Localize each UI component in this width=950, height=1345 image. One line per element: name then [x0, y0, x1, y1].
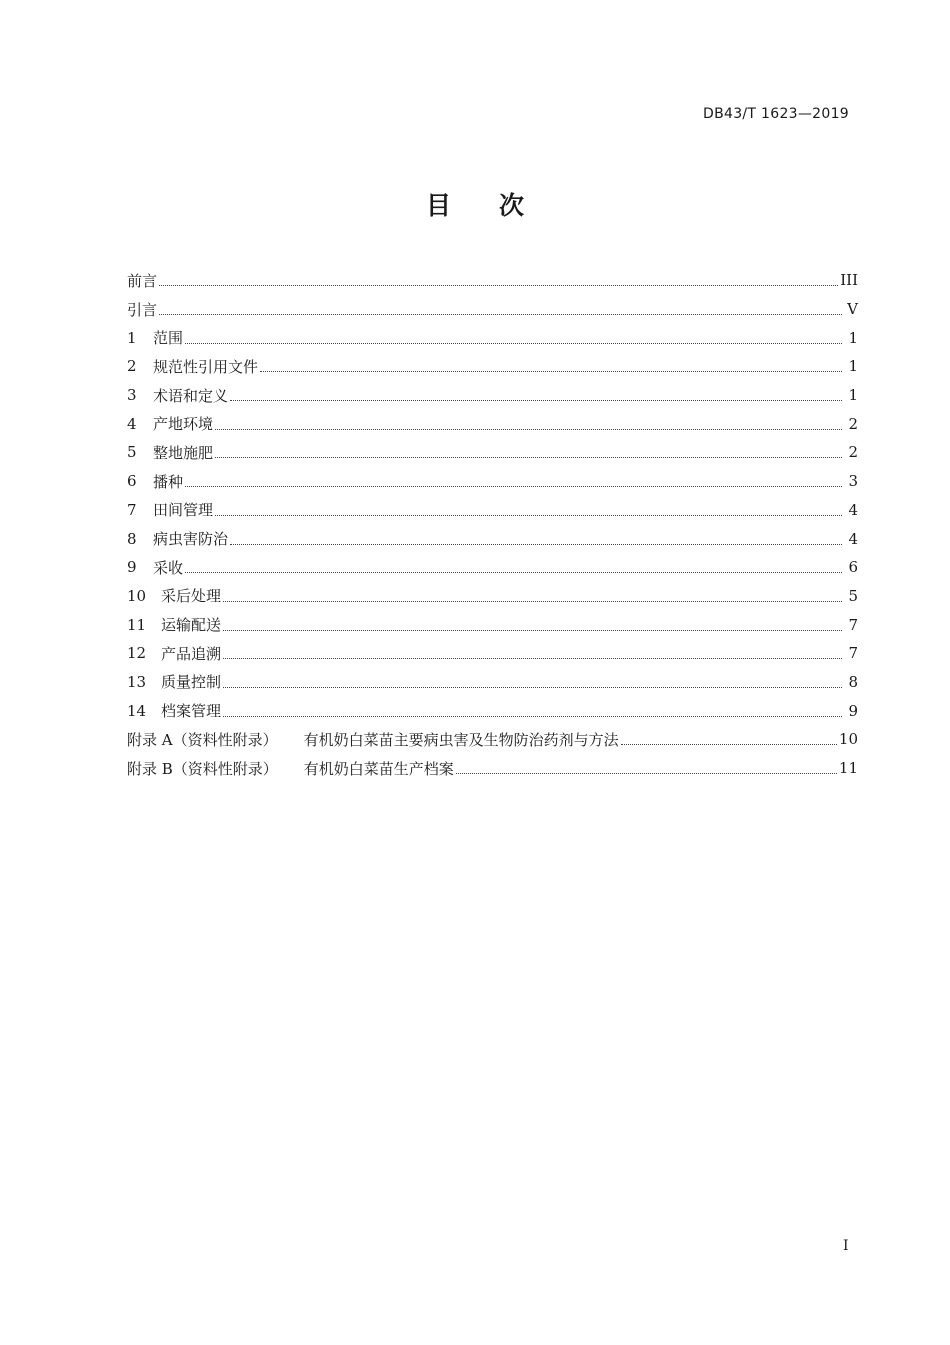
toc-entry-number: 5: [127, 443, 137, 462]
toc-leader-dots: [215, 456, 842, 458]
toc-entry-page: 2: [848, 443, 858, 462]
toc-entry-introduction[interactable]: [127, 295, 858, 324]
toc-leader-dots: [185, 485, 842, 487]
toc-entry-appendix-a[interactable]: [127, 725, 858, 754]
toc-entry-page: V: [847, 300, 858, 319]
toc-entry-label: 产地环境: [153, 415, 214, 434]
toc-entry-number: 6: [127, 472, 137, 491]
toc-entry-page: 7: [848, 615, 858, 634]
toc-entry-label: 前言: [127, 271, 158, 290]
toc-entry-label: 有机奶白菜苗主要病虫害及生物防治药剂与方法: [303, 730, 619, 749]
toc-entry-7[interactable]: [127, 496, 858, 525]
toc-entry-page: 3: [848, 472, 858, 491]
toc-entry-label: 整地施肥: [153, 443, 214, 462]
toc-entry-number: 11: [127, 615, 147, 634]
toc-leader-dots: [260, 370, 842, 372]
toc-leader-dots: [230, 543, 842, 545]
toc-entry-number: 1: [127, 328, 137, 347]
toc-entry-label: 引言: [127, 300, 158, 319]
toc-entry-label: 质量控制: [161, 673, 222, 692]
toc-entry-number: 附录 B（资料性附录）: [127, 759, 278, 778]
toc-entry-foreword[interactable]: [127, 266, 858, 295]
toc-leader-dots: [215, 514, 842, 516]
toc-entry-page: 4: [848, 529, 858, 548]
toc-entry-8[interactable]: [127, 524, 858, 553]
toc-entry-number: 4: [127, 414, 137, 433]
toc-entry-label: 产品追溯: [161, 644, 222, 663]
toc-entry-9[interactable]: [127, 553, 858, 582]
toc-entry-label: 范围: [153, 329, 184, 348]
toc-leader-dots: [215, 428, 842, 430]
toc-entry-page: 11: [838, 759, 858, 778]
toc-entry-11[interactable]: [127, 610, 858, 639]
toc-entry-label: 运输配送: [161, 616, 222, 635]
toc-entry-label: 田间管理: [153, 501, 214, 520]
toc-entry-label: 术语和定义: [153, 386, 229, 405]
toc-entry-5[interactable]: [127, 438, 858, 467]
toc-entry-number: 12: [127, 644, 147, 663]
toc-entry-10[interactable]: [127, 582, 858, 611]
toc-leader-dots: [223, 600, 842, 602]
toc-leader-dots: [621, 743, 837, 745]
toc-entry-number: 8: [127, 529, 137, 548]
toc-entry-number: 2: [127, 357, 137, 376]
toc-entry-number: 附录 A（资料性附录）: [127, 730, 278, 749]
toc-entry-label: 采后处理: [161, 587, 222, 606]
toc-entry-12[interactable]: [127, 639, 858, 668]
toc-entry-3[interactable]: [127, 381, 858, 410]
toc-entry-2[interactable]: [127, 352, 858, 381]
toc-entry-label: 病虫害防治: [153, 530, 229, 549]
toc-entry-page: 1: [848, 328, 858, 347]
toc-entry-page: III: [840, 271, 858, 290]
page-number: I: [843, 1238, 849, 1254]
toc-leader-dots: [185, 571, 842, 573]
toc-entry-page: 6: [848, 558, 858, 577]
toc-entry-4[interactable]: [127, 409, 858, 438]
toc-entry-appendix-b[interactable]: [127, 754, 858, 783]
toc-entry-label: 采收: [153, 558, 184, 577]
toc-entry-page: 5: [848, 586, 858, 605]
toc-entry-page: 4: [848, 500, 858, 519]
toc-entry-1[interactable]: [127, 323, 858, 352]
toc-entry-page: 7: [848, 644, 858, 663]
toc-entry-14[interactable]: [127, 696, 858, 725]
toc-entry-page: 2: [848, 414, 858, 433]
toc-leader-dots: [223, 629, 842, 631]
title-char-2: 次: [499, 191, 525, 220]
toc-leader-dots: [230, 399, 842, 401]
toc-leader-dots: [159, 284, 838, 286]
toc-entry-page: 10: [838, 730, 858, 749]
toc-leader-dots: [223, 686, 842, 688]
page-title: [0, 186, 950, 222]
toc-entry-page: 1: [848, 357, 858, 376]
toc-entry-page: 8: [848, 672, 858, 691]
toc-entry-label: 播种: [153, 472, 184, 491]
toc-leader-dots: [159, 313, 842, 315]
toc-leader-dots: [223, 657, 842, 659]
toc-entry-number: 13: [127, 672, 147, 691]
toc-entry-number: 14: [127, 701, 147, 720]
title-char-1: 目: [425, 191, 451, 220]
toc-entry-number: 10: [127, 586, 147, 605]
toc-entry-label: 档案管理: [161, 702, 222, 721]
toc-leader-dots: [456, 772, 837, 774]
table-of-contents: [127, 266, 858, 782]
toc-entry-number: 7: [127, 500, 137, 519]
toc-entry-page: 1: [848, 386, 858, 405]
toc-entry-page: 9: [848, 701, 858, 720]
toc-entry-label: 有机奶白菜苗生产档案: [303, 759, 454, 778]
toc-entry-number: 9: [127, 558, 137, 577]
toc-leader-dots: [223, 715, 842, 717]
toc-entry-6[interactable]: [127, 467, 858, 496]
toc-entry-13[interactable]: [127, 668, 858, 697]
document-code: DB43/T 1623—2019: [703, 106, 849, 122]
toc-entry-number: 3: [127, 386, 137, 405]
toc-entry-label: 规范性引用文件: [153, 357, 259, 376]
toc-leader-dots: [185, 342, 842, 344]
